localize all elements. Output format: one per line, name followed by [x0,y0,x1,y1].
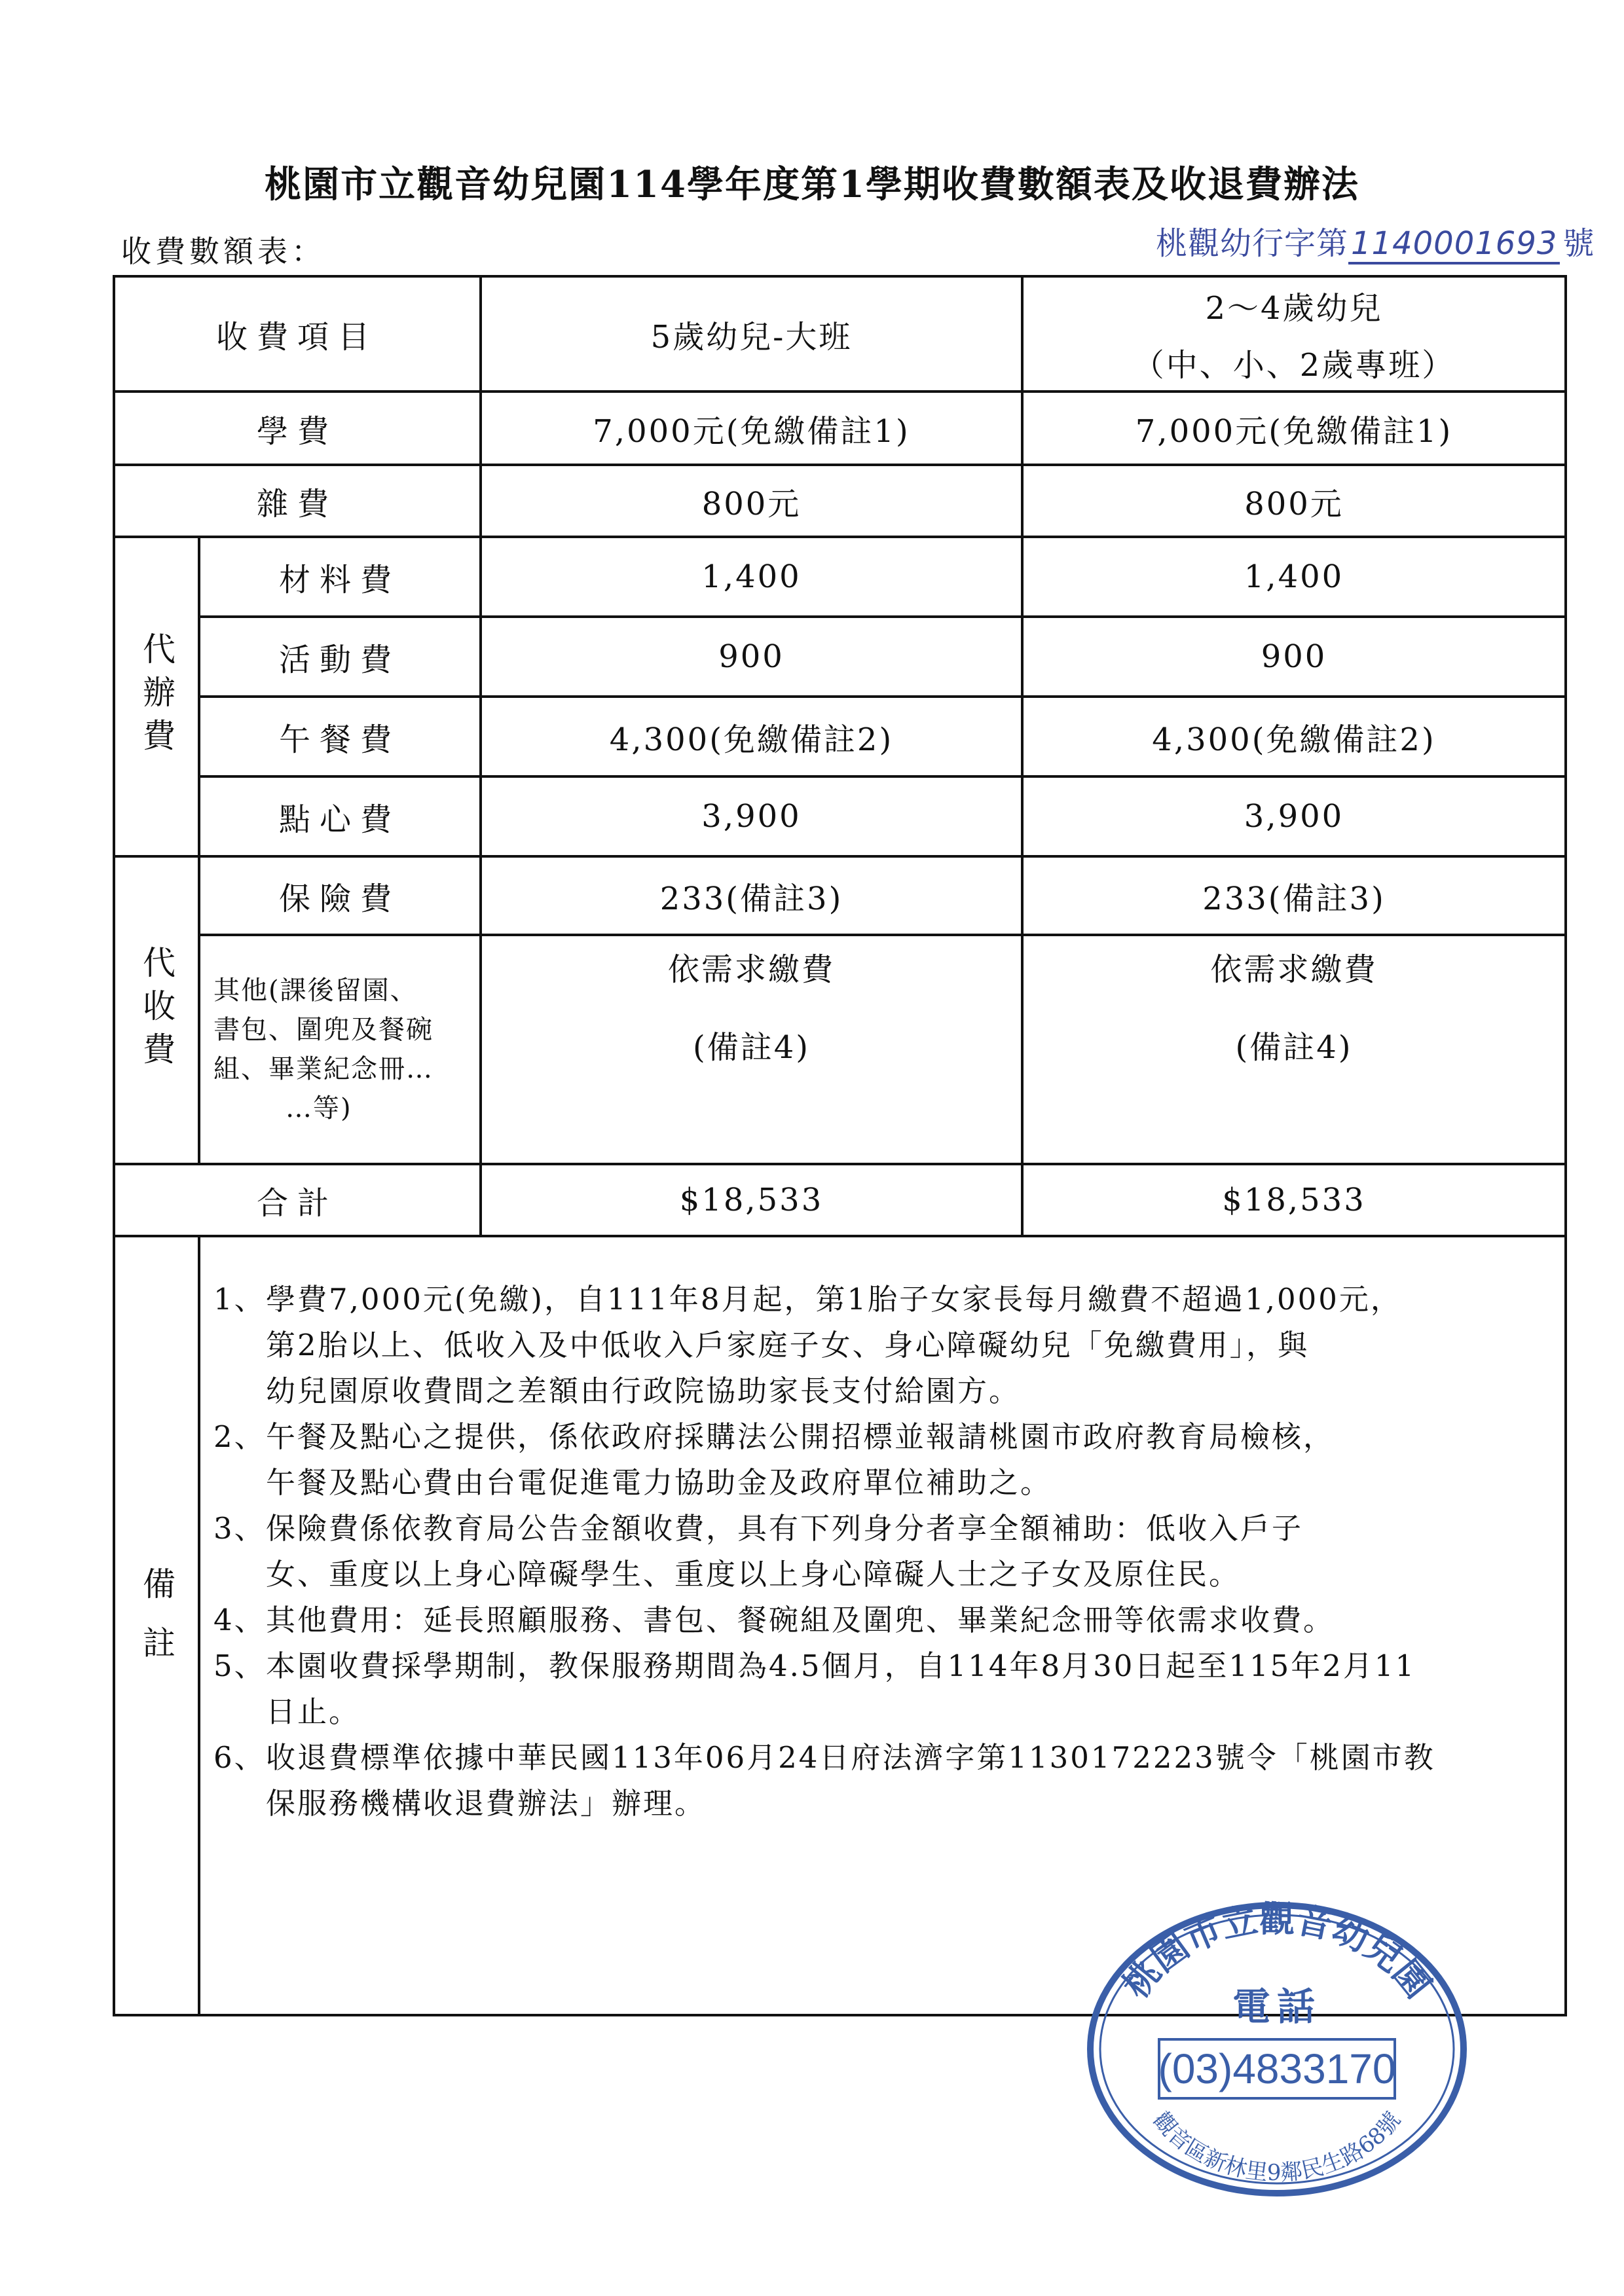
note-number: 6、 [213,1740,266,1775]
document-number-suffix: 號 [1562,225,1595,262]
lunch-col2: 4,300(免繳備註2) [1022,697,1566,776]
header-col2 [1022,276,1566,392]
note-line: 午餐及點心之提供，係依政府採購法公開招標並報請桃園市政府教育局檢核， [266,1419,1335,1454]
note-number: 5、 [213,1649,266,1683]
header-item: 收費項目 [114,276,481,392]
lunch-col1: 4,300(免繳備註2) [481,697,1022,776]
material-col1: 1,400 [481,537,1022,617]
lunch-label: 午餐費 [199,697,481,776]
document-number [1156,218,1595,263]
other-col1-top: 依需求繳費 [667,951,835,988]
table-label: 收費數額表： [121,234,325,269]
note-line: 保服務機構收退費辦法」辦理。 [266,1786,707,1821]
other-col2 [1022,935,1566,1164]
note-item [213,1277,1564,1414]
seal-label: 電話 [1232,1984,1322,2029]
notes-label-cell [114,1236,199,2015]
table-row [114,935,1566,1164]
note-line: 第2胎以上、低收入及中低收入戶家庭子女、身心障礙幼兒「免繳費用」，與 [266,1328,1310,1362]
tuition-col2: 7,000元(免繳備註1) [1022,392,1566,465]
note-line: 日止。 [266,1694,361,1729]
note-number: 3、 [213,1511,266,1546]
insurance-col2: 233(備註3) [1022,856,1566,935]
table-row [114,465,1566,537]
seal-phone: (03)4833170 [1158,2045,1396,2092]
seal-top-text: 桃園市立觀音幼兒園 [1115,1898,1439,2006]
notes-label: 備註 [138,1567,175,1685]
snack-col1: 3,900 [481,776,1022,856]
official-seal [1080,1892,1473,2200]
other-label-line: 書包、圍兜及餐碗 [213,1015,434,1045]
snack-col2: 3,900 [1022,776,1566,856]
note-number: 4、 [213,1603,266,1637]
agency-fees-group [114,537,199,856]
other-label-line: 組、畢業紀念冊… [213,1054,434,1084]
other-col1-bottom: (備註4) [693,1029,810,1066]
activity-col1: 900 [481,617,1022,697]
note-line: 本園收費採學期制，教保服務期間為4.5個月，自114年8月30日起至115年2月11 [266,1649,1416,1683]
total-col2: $18,533 [1022,1164,1566,1236]
misc-label: 雜費 [114,465,481,537]
misc-col2: 800元 [1022,465,1566,537]
snack-label: 點心費 [199,776,481,856]
note-number: 2、 [213,1419,266,1454]
other-col1 [481,935,1022,1164]
total-row [114,1164,1566,1236]
note-line: 收退費標準依據中華民國113年06月24日府法濟字第1130172223號令「桃園市教 [266,1740,1435,1775]
table-header-row [114,276,1566,392]
note-line: 其他費用：延長照顧服務、書包、餐碗組及圍兜、畢業紀念冊等依需求收費。 [266,1603,1335,1637]
note-item [213,1735,1564,1827]
collection-fees-group [114,856,199,1164]
other-col2-bottom: (備註4) [1235,1029,1353,1066]
tuition-label: 學費 [114,392,481,465]
table-row [114,856,1566,935]
collection-fees-label: 代收費 [138,945,175,1075]
insurance-col1: 233(備註3) [481,856,1022,935]
table-row [114,537,1566,617]
note-item [213,1643,1564,1735]
table-row [114,697,1566,776]
material-label: 材料費 [199,537,481,617]
fee-table [113,275,1567,2016]
activity-label: 活動費 [199,617,481,697]
activity-col2: 900 [1022,617,1566,697]
table-row [114,617,1566,697]
note-line: 保險費係依教育局公告金額收費，具有下列身分者享全額補助：低收入戶子 [266,1511,1304,1546]
other-label [199,935,481,1164]
material-col2: 1,400 [1022,537,1566,617]
note-line: 幼兒園原收費間之差額由行政院協助家長支付給園方。 [266,1374,1021,1408]
other-col2-top: 依需求繳費 [1210,951,1378,988]
note-line: 學費7,000元(免繳)，自111年8月起，第1胎子女家長每月繳費不超過1,000元， [266,1282,1402,1317]
header-col1: 5歲幼兒-大班 [481,276,1022,392]
note-item [213,1597,1564,1643]
misc-col1: 800元 [481,465,1022,537]
header-col2-line1: 2～4歲幼兒 [1205,290,1383,327]
other-label-line: …等) [286,1093,352,1123]
note-number: 1、 [213,1282,266,1317]
document-number-value: 1140001693 [1348,225,1560,264]
note-line: 女、重度以上身心障礙學生、重度以上身心障礙人士之子女及原住民。 [266,1557,1241,1592]
note-item [213,1506,1564,1597]
document-number-prefix: 桃觀幼行字第 [1156,225,1349,262]
note-item [213,1414,1564,1506]
insurance-label: 保險費 [199,856,481,935]
note-line: 午餐及點心費由台電促進電力協助金及政府單位補助之。 [266,1465,1052,1500]
table-row [114,776,1566,856]
other-label-line: 其他(課後留園、 [213,975,418,1006]
seal-bottom-text: 觀音區新林里9鄰民生路68號 [1147,2107,1407,2187]
agency-fees-label: 代辦費 [138,632,175,761]
total-col1: $18,533 [481,1164,1022,1236]
document-title: 桃園市立觀音幼兒園114學年度第1學期收費數額表及收退費辦法 [265,163,1359,206]
header-col2-line2: （中、小、2歲專班） [1132,347,1456,384]
tuition-col1: 7,000元(免繳備註1) [481,392,1022,465]
total-label: 合計 [114,1164,481,1236]
table-row [114,392,1566,465]
